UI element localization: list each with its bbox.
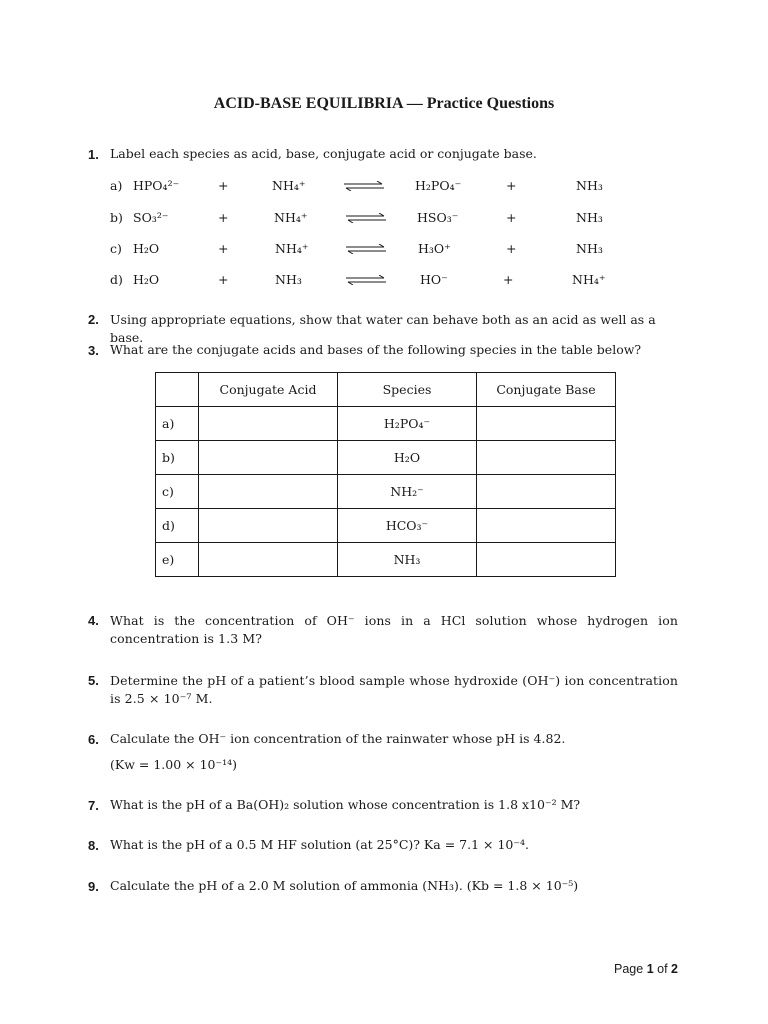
conjugate-base-cell[interactable] bbox=[477, 441, 616, 475]
title-main: ACID-BASE EQUILIBRIA bbox=[213, 95, 403, 112]
conjugate-acid-cell[interactable] bbox=[199, 475, 338, 509]
reaction-row bbox=[110, 178, 610, 198]
footer-current-page: 1 bbox=[646, 962, 654, 976]
product-2: NH₃ bbox=[576, 178, 603, 193]
footer-page-word: Page bbox=[614, 962, 644, 976]
question-text: Using appropriate equations, show that water can behave both as an acid as well as a base. bbox=[110, 312, 656, 345]
plus-sign: + bbox=[218, 178, 229, 193]
page-title bbox=[0, 94, 768, 113]
footer-of-word: of bbox=[657, 962, 668, 976]
question-text: What is the pH of a Ba(OH)₂ solution whose concentration is 1.8 x10⁻² M? bbox=[110, 797, 581, 812]
question-text: What is the concentration of OH⁻ ions in a HCl solution whose hydrogen ion concentration is 1.3 M? bbox=[110, 613, 678, 646]
plus-sign: + bbox=[503, 272, 514, 287]
question-number: 6. bbox=[88, 732, 99, 747]
reaction-label: d) bbox=[110, 272, 123, 287]
table-row bbox=[156, 509, 616, 543]
page-footer bbox=[614, 962, 678, 976]
equilibrium-arrow-icon bbox=[346, 275, 386, 285]
conjugate-acid-cell[interactable] bbox=[199, 441, 338, 475]
table-row bbox=[156, 441, 616, 475]
conjugate-table bbox=[155, 372, 616, 577]
reaction-row bbox=[110, 241, 610, 261]
species-cell: NH₃ bbox=[338, 543, 477, 577]
conjugate-base-cell[interactable] bbox=[477, 475, 616, 509]
reaction-row bbox=[110, 210, 610, 230]
reactant-1: HPO₄²⁻ bbox=[133, 178, 180, 193]
row-label: e) bbox=[156, 543, 199, 577]
table-header-cell: Conjugate Base bbox=[477, 373, 616, 407]
plus-sign: + bbox=[218, 272, 229, 287]
table-row bbox=[156, 543, 616, 577]
row-label: d) bbox=[156, 509, 199, 543]
question-number: 3. bbox=[88, 343, 99, 358]
table-header-row bbox=[156, 373, 616, 407]
plus-sign: + bbox=[506, 241, 517, 256]
question-extra: (Kw = 1.00 × 10⁻¹⁴) bbox=[110, 757, 237, 772]
question-number: 7. bbox=[88, 798, 99, 813]
reactant-1: H₂O bbox=[133, 241, 160, 256]
conjugate-acid-cell[interactable] bbox=[199, 407, 338, 441]
product-2: NH₃ bbox=[576, 210, 603, 225]
question-text: Calculate the OH⁻ ion concentration of the rainwater whose pH is 4.82. bbox=[110, 731, 566, 746]
plus-sign: + bbox=[506, 210, 517, 225]
reaction-label: c) bbox=[110, 241, 122, 256]
plus-sign: + bbox=[218, 241, 229, 256]
conjugate-base-cell[interactable] bbox=[477, 509, 616, 543]
species-cell: HCO₃⁻ bbox=[338, 509, 477, 543]
footer-total-pages: 2 bbox=[671, 962, 678, 976]
question-text: Determine the pH of a patient’s blood sample whose hydroxide (OH⁻) ion concentration is 2.5 × 10⁻⁷ M. bbox=[110, 673, 678, 706]
title-sub: — Practice Questions bbox=[402, 95, 555, 112]
equilibrium-arrow-icon bbox=[346, 213, 386, 223]
reaction-label: a) bbox=[110, 178, 123, 193]
product-1: H₃O⁺ bbox=[418, 241, 451, 256]
table-row bbox=[156, 475, 616, 509]
question-text: Calculate the pH of a 2.0 M solution of ammonia (NH₃). (Kb = 1.8 × 10⁻⁵) bbox=[110, 878, 579, 893]
conjugate-acid-cell[interactable] bbox=[199, 509, 338, 543]
reactant-1: H₂O bbox=[133, 272, 160, 287]
product-1: H₂PO₄⁻ bbox=[415, 178, 462, 193]
plus-sign: + bbox=[506, 178, 517, 193]
reactant-1: SO₃²⁻ bbox=[133, 210, 169, 225]
reactant-2: NH₄⁺ bbox=[272, 178, 306, 193]
row-label: a) bbox=[156, 407, 199, 441]
question-number: 8. bbox=[88, 838, 99, 853]
equilibrium-arrow-icon bbox=[344, 181, 384, 191]
species-cell: NH₂⁻ bbox=[338, 475, 477, 509]
species-cell: H₂O bbox=[338, 441, 477, 475]
reaction-label: b) bbox=[110, 210, 123, 225]
row-label: b) bbox=[156, 441, 199, 475]
question-number: 5. bbox=[88, 673, 99, 688]
product-2: NH₃ bbox=[576, 241, 603, 256]
question-number: 1. bbox=[88, 147, 99, 162]
plus-sign: + bbox=[218, 210, 229, 225]
question-text: Label each species as acid, base, conjugate acid or conjugate base. bbox=[110, 146, 537, 161]
table-header-cell bbox=[156, 373, 199, 407]
question-text: What are the conjugate acids and bases of the following species in the table below? bbox=[110, 342, 642, 357]
conjugate-base-cell[interactable] bbox=[477, 407, 616, 441]
table-header-cell: Species bbox=[338, 373, 477, 407]
reactant-2: NH₄⁺ bbox=[275, 241, 309, 256]
table-header-cell: Conjugate Acid bbox=[199, 373, 338, 407]
species-cell: H₂PO₄⁻ bbox=[338, 407, 477, 441]
question-number: 4. bbox=[88, 613, 99, 628]
reaction-row bbox=[110, 272, 610, 292]
conjugate-acid-cell[interactable] bbox=[199, 543, 338, 577]
table-row bbox=[156, 407, 616, 441]
product-1: HSO₃⁻ bbox=[417, 210, 459, 225]
product-2: NH₄⁺ bbox=[572, 272, 606, 287]
question-number: 9. bbox=[88, 879, 99, 894]
reactant-2: NH₄⁺ bbox=[274, 210, 308, 225]
reactant-2: NH₃ bbox=[275, 272, 302, 287]
question-number: 2. bbox=[88, 312, 99, 327]
conjugate-base-cell[interactable] bbox=[477, 543, 616, 577]
row-label: c) bbox=[156, 475, 199, 509]
product-1: HO⁻ bbox=[420, 272, 448, 287]
question-text: What is the pH of a 0.5 M HF solution (at 25°C)? Ka = 7.1 × 10⁻⁴. bbox=[110, 837, 529, 852]
equilibrium-arrow-icon bbox=[346, 244, 386, 254]
